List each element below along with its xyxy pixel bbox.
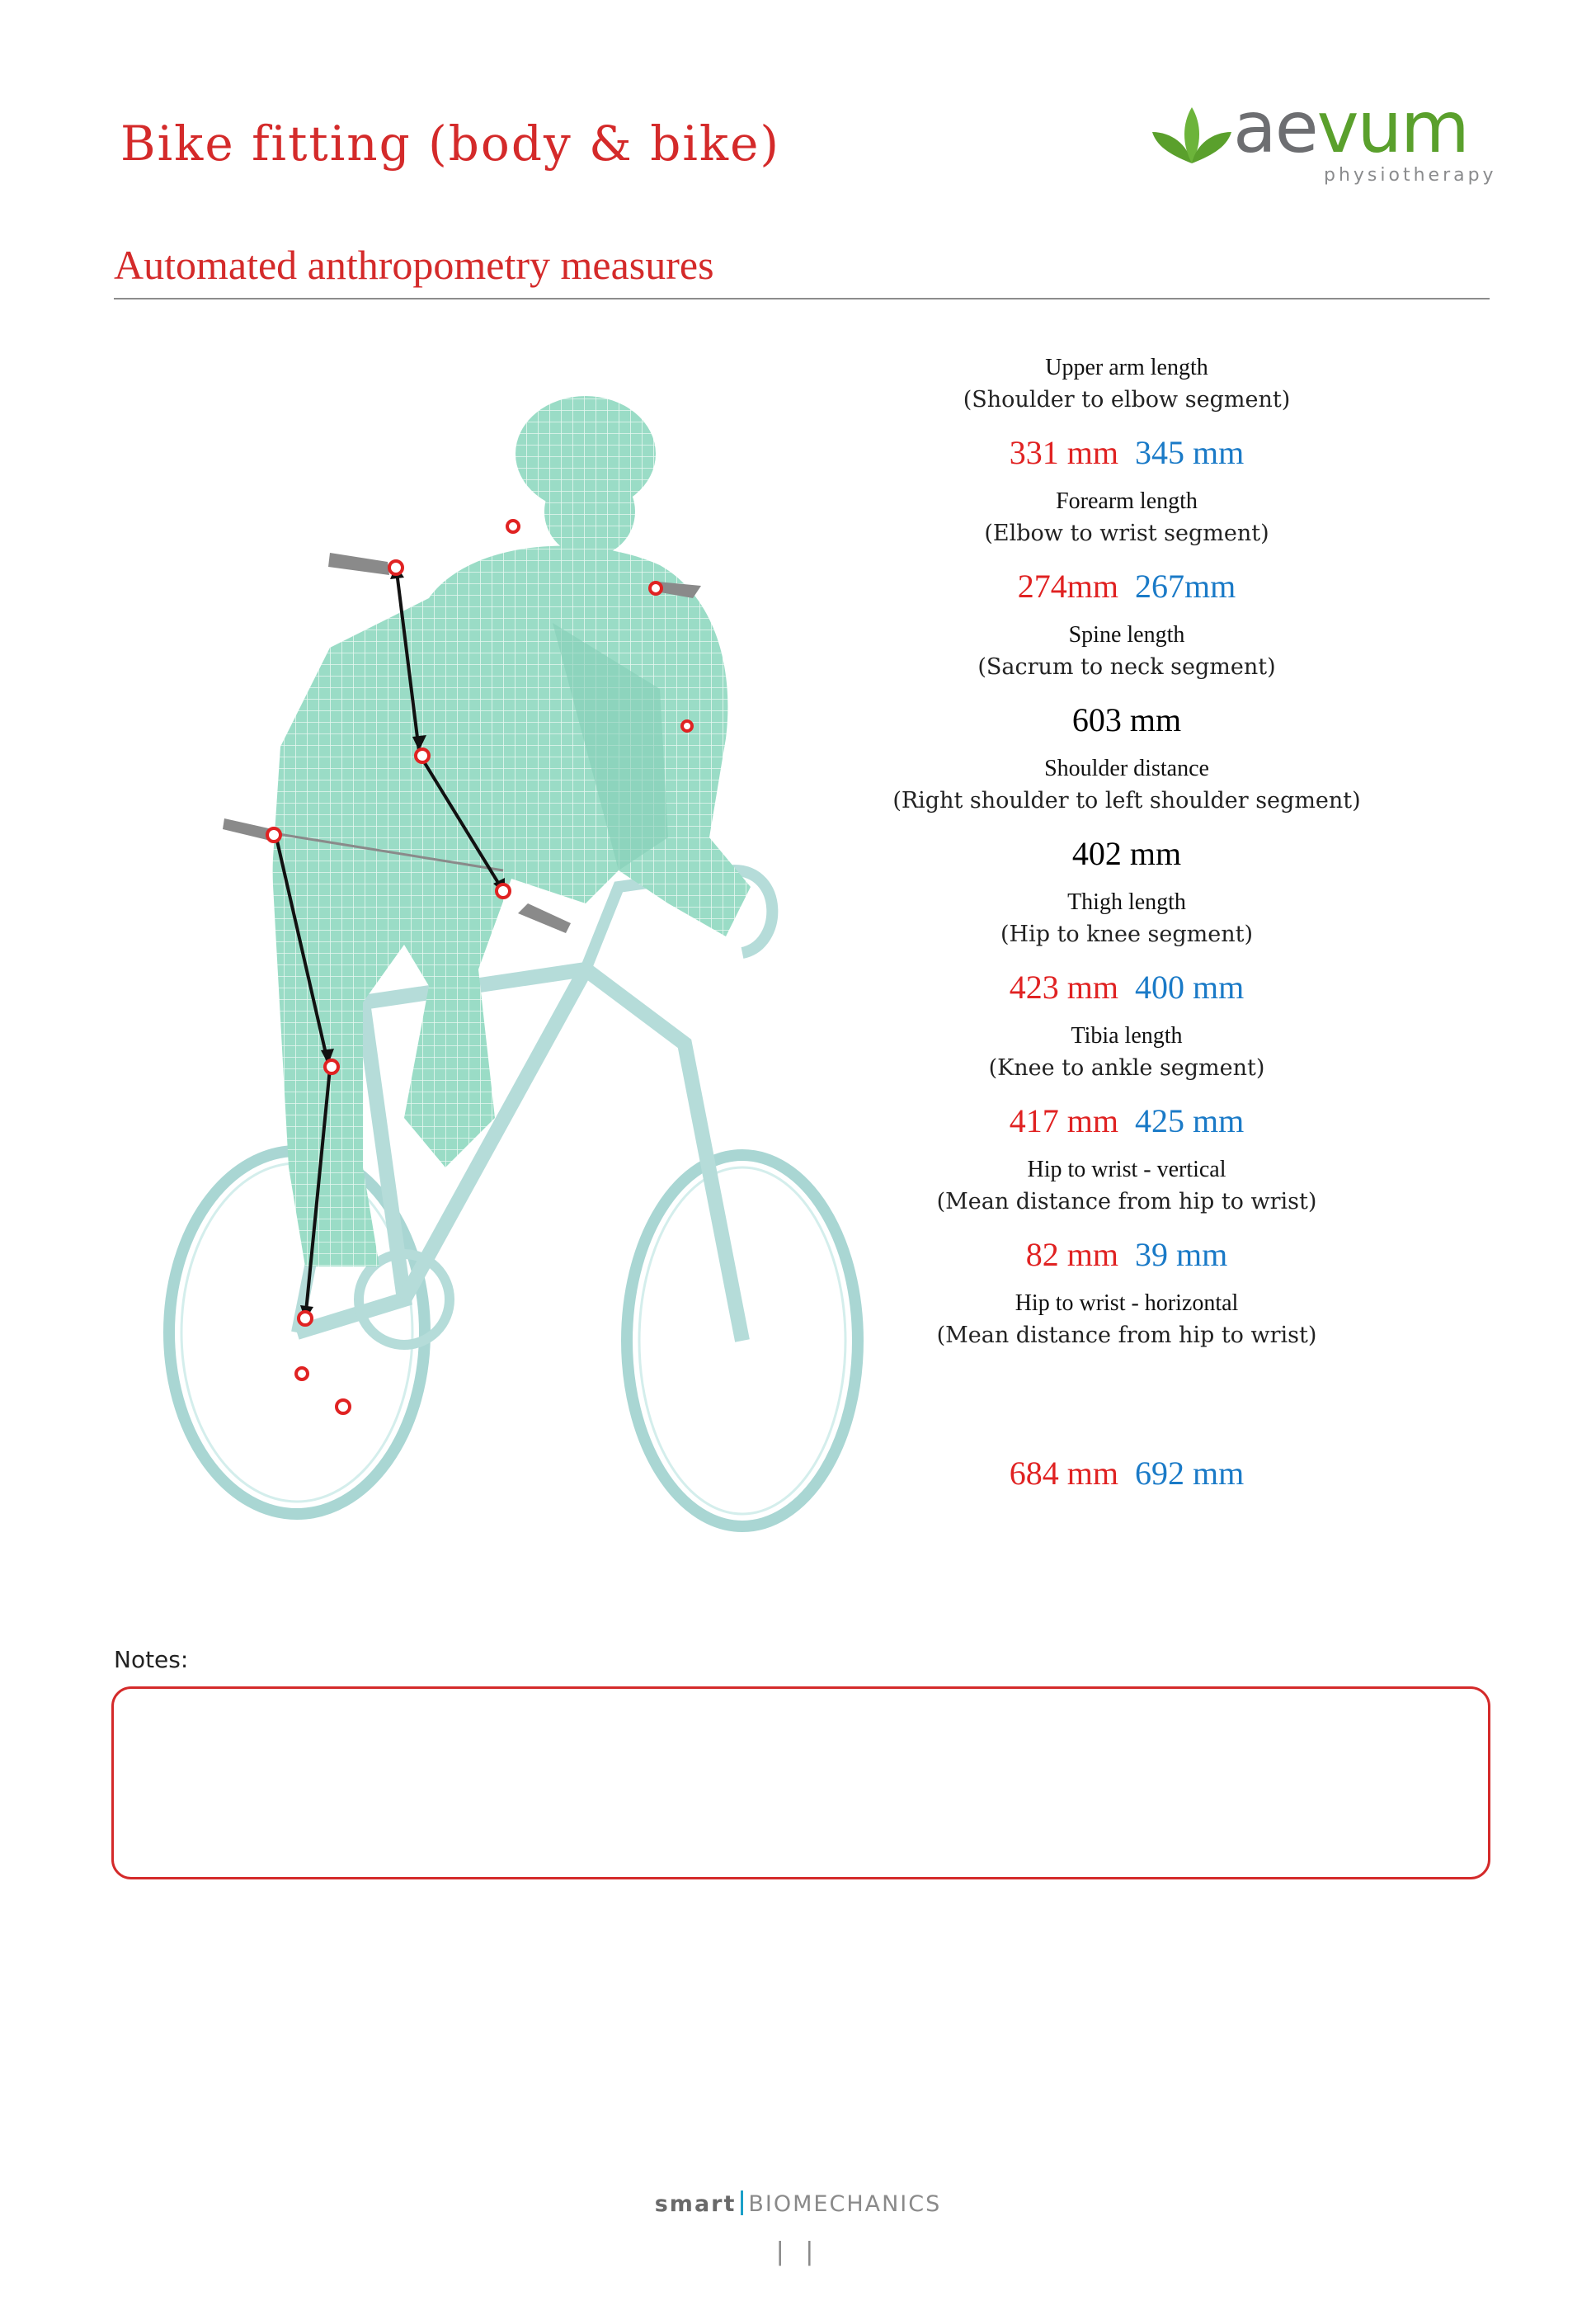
measure-label: Tibia length bbox=[1071, 1023, 1183, 1049]
measure-label: Spine length bbox=[1068, 622, 1185, 648]
notes-label: Notes: bbox=[114, 1646, 189, 1673]
measure-label: Upper arm length bbox=[1045, 355, 1208, 380]
page-number: | | bbox=[775, 2238, 821, 2266]
aevum-logo bbox=[1151, 87, 1497, 190]
value-right: 400 mm bbox=[1135, 969, 1245, 1006]
notes-field[interactable] bbox=[111, 1686, 1490, 1879]
value-right: 425 mm bbox=[1135, 1102, 1245, 1139]
measure-label: Forearm length bbox=[1056, 488, 1198, 514]
section-divider bbox=[114, 298, 1490, 299]
measure-sub: (Shoulder to elbow segment) bbox=[963, 387, 1291, 413]
measure-sub: (Elbow to wrist segment) bbox=[984, 521, 1269, 546]
value-right: 267mm bbox=[1135, 568, 1236, 605]
measure-value-pair bbox=[879, 1235, 1374, 1274]
value-left: 423 mm bbox=[1009, 969, 1118, 1006]
page-title: Bike fitting (body & bike) bbox=[120, 116, 781, 172]
logo-name-prefix: ae bbox=[1233, 87, 1317, 169]
measure-label: Shoulder distance bbox=[1044, 756, 1209, 781]
value-left: 274mm bbox=[1017, 568, 1118, 605]
measure-sub: (Hip to knee segment) bbox=[1000, 922, 1254, 947]
section-title: Automated anthropometry measures bbox=[114, 242, 714, 288]
logo-name-suffix: vum bbox=[1316, 87, 1468, 169]
footer-brand-rest: BIOMECHANICS bbox=[748, 2191, 942, 2217]
footer-brand bbox=[0, 2190, 1596, 2217]
measure-value-pair bbox=[879, 1454, 1374, 1493]
value-left: 82 mm bbox=[1025, 1236, 1118, 1273]
measure-value-pair bbox=[879, 567, 1374, 606]
measure-sub: (Mean distance from hip to wrist) bbox=[936, 1323, 1317, 1348]
measure-sub: (Knee to ankle segment) bbox=[988, 1055, 1265, 1081]
measure-sub: (Mean distance from hip to wrist) bbox=[936, 1189, 1317, 1214]
measure-sub: (Sacrum to neck segment) bbox=[977, 654, 1276, 680]
footer-brand-divider bbox=[741, 2190, 743, 2215]
measure-value-pair bbox=[879, 433, 1374, 472]
measure-sub: (Right shoulder to left shoulder segment) bbox=[892, 788, 1361, 813]
leaves-icon bbox=[1151, 107, 1233, 165]
bicycle bbox=[169, 870, 858, 1526]
footer-brand-bold: smart bbox=[654, 2191, 737, 2217]
value-left: 331 mm bbox=[1009, 434, 1118, 471]
measure-value: 402 mm bbox=[1071, 835, 1182, 872]
logo-tagline: physiotherapy bbox=[1324, 165, 1497, 186]
measure-value-pair bbox=[879, 968, 1374, 1007]
value-left: 417 mm bbox=[1009, 1102, 1118, 1139]
measure-value-pair bbox=[879, 1101, 1374, 1140]
measure-label: Thigh length bbox=[1067, 889, 1186, 915]
cyclist-illustration bbox=[157, 375, 874, 1539]
value-left: 684 mm bbox=[1009, 1455, 1118, 1492]
measure-label: Hip to wrist - vertical bbox=[1027, 1157, 1226, 1182]
measure-value: 603 mm bbox=[1071, 701, 1182, 738]
value-right: 39 mm bbox=[1135, 1236, 1228, 1273]
value-right: 345 mm bbox=[1135, 434, 1245, 471]
measure-label: Hip to wrist - horizontal bbox=[1015, 1290, 1239, 1316]
value-right: 692 mm bbox=[1135, 1455, 1245, 1492]
